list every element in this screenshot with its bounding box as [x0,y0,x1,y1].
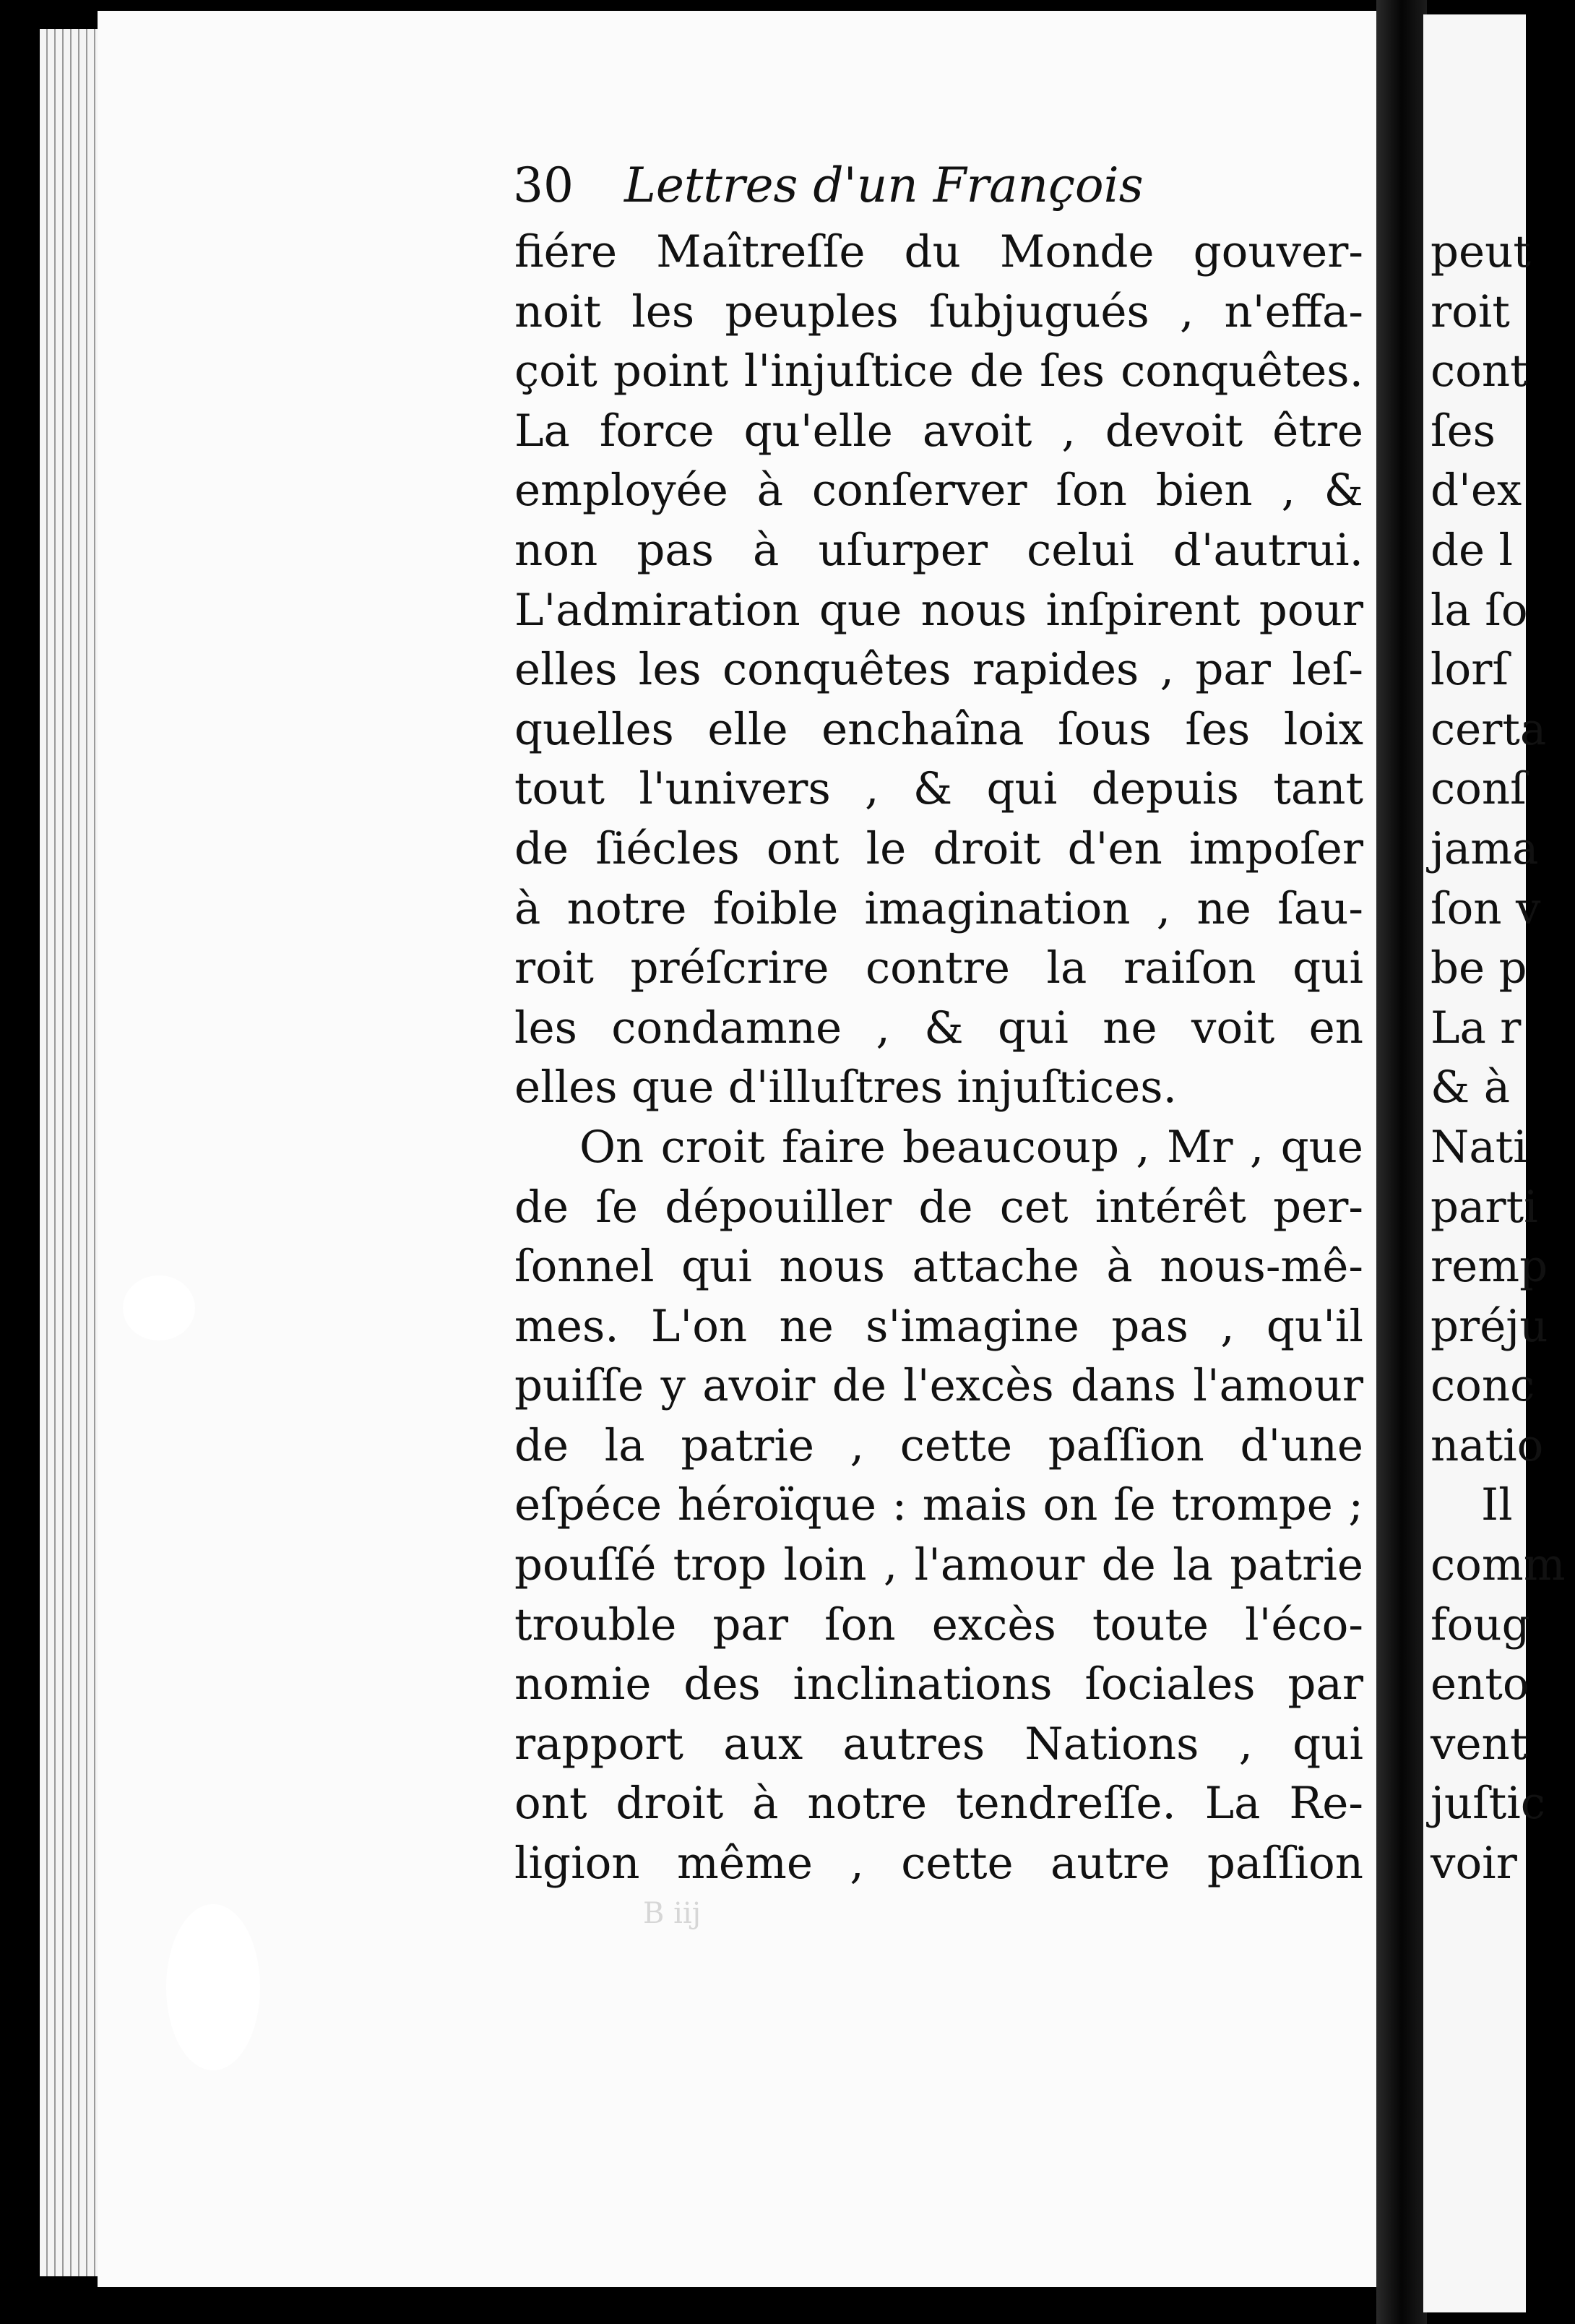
text-line: pouſſé trop loin , l'amour de la patrie [514,1539,1363,1591]
text-line: de la patrie , cette paſſion d'une [514,1419,1363,1471]
text-line: de ſe dépouiller de cet intérêt per- [514,1181,1363,1233]
text-line: employée à conſerver ſon bien , & [514,465,1363,517]
text-line: ont droit à notre tendreſſe. La Re- [514,1778,1363,1830]
text-line: mes. L'on ne s'imagine pas , qu'il [514,1300,1363,1352]
page-header [513,158,1365,213]
text-fragment: préju [1431,1300,1548,1352]
text-line: noit les peuples ſubjugués , n'effa- [514,285,1363,337]
text-fragment: natio [1431,1419,1544,1471]
text-fragment: la ſo [1431,584,1528,636]
text-line: de ſiécles ont le droit d'en impoſer [514,822,1363,874]
text-line: nomie des inclinations ſociales par [514,1658,1363,1710]
text-fragment: foug [1431,1598,1530,1651]
text-line: L'admiration que nous inſpirent pour [514,584,1363,636]
text-fragment: ſon v [1431,882,1541,934]
text-line: On croit faire beaucoup , Mr , que [579,1121,1363,1173]
text-line: ligion même , cette autre paſſion [514,1838,1363,1890]
text-fragment: parti [1431,1181,1538,1233]
text-line: ſonnel qui nous attache à nous-mê- [514,1241,1363,1293]
right-page-text [1431,223,1575,1894]
text-fragment: remp [1431,1241,1548,1293]
signature-mark: B iij [643,1897,702,1930]
text-line: rapport aux autres Nations , qui [514,1718,1363,1770]
page-edges [40,29,105,2276]
paper-stain [166,1904,260,2070]
text-fragment: be p [1431,942,1527,994]
text-line: elles que d'illuſtres injuſtices. [514,1062,1177,1114]
text-fragment: comm [1431,1539,1566,1591]
text-line: non pas à uſurper celui d'autrui. [514,524,1363,576]
text-fragment: juſtic [1431,1778,1545,1830]
text-fragment: peut [1431,226,1531,277]
text-fragment: Il [1481,1479,1513,1531]
text-line: quelles elle enchaîna ſous ſes loix [514,703,1363,755]
left-page-text [514,223,1363,1894]
text-fragment: voir [1431,1838,1517,1890]
text-line: puiſſe y avoir de l'excès dans l'amour [514,1360,1363,1412]
page-number: 30 [513,158,574,213]
text-fragment: lorſ [1431,644,1509,696]
paper-stain [123,1275,195,1340]
text-fragment: jama [1431,822,1539,874]
book-gutter [1376,0,1427,2324]
text-line: fiére Maîtreſſe du Monde gouver- [514,226,1363,277]
text-fragment: & à [1431,1062,1511,1114]
text-line: tout l'univers , & qui depuis tant [514,763,1363,815]
text-fragment: Nati [1431,1121,1527,1173]
text-fragment: certa [1431,703,1547,755]
text-line: eſpéce héroïque : mais on ſe trompe ; [514,1479,1363,1531]
text-fragment: ento [1431,1658,1529,1710]
text-fragment: conſ [1431,763,1527,815]
text-fragment: La r [1431,1002,1522,1054]
text-fragment: d'ex [1431,465,1522,517]
text-fragment: roit [1431,285,1510,337]
text-fragment: vent [1431,1718,1528,1770]
text-line: çoit point l'injuſtice de ſes conquêtes. [514,345,1363,397]
text-fragment: conc [1431,1360,1535,1412]
text-fragment: ſes [1431,405,1496,457]
text-line: trouble par ſon excès toute l'éco- [514,1598,1363,1651]
text-line: à notre foible imagination , ne ſau- [514,882,1363,934]
text-fragment: cont [1431,345,1528,397]
text-line: les condamne , & qui ne voit en [514,1002,1363,1054]
text-line: roit préſcrire contre la raiſon qui [514,942,1363,994]
running-title: Lettres d'un François [623,158,1144,213]
text-line: elles les conquêtes rapides , par leſ- [514,644,1363,696]
text-fragment: de l [1431,524,1514,576]
text-line: La force qu'elle avoit , devoit être [514,405,1363,457]
